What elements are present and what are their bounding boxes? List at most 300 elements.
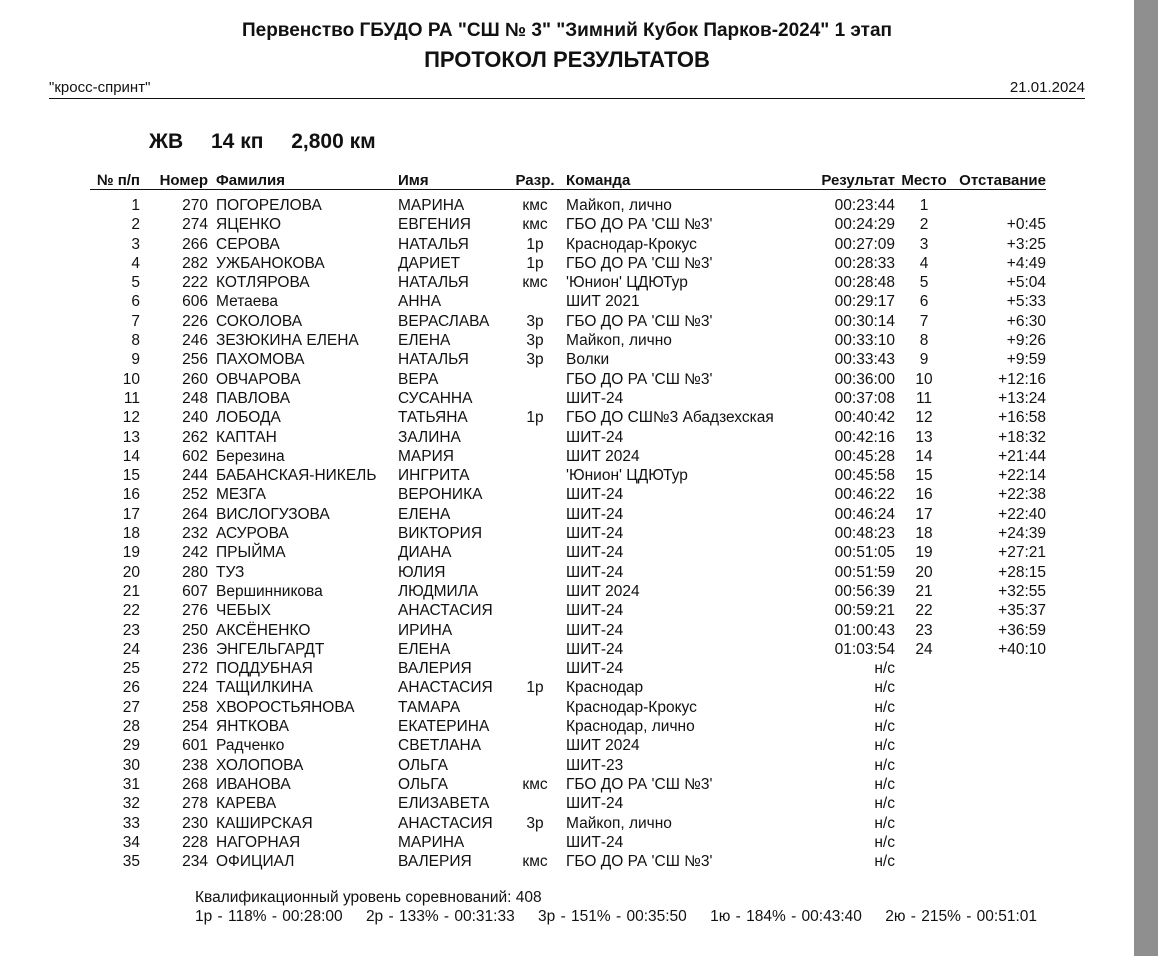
cell-result: 00:51:05 <box>834 544 895 562</box>
cell-surname: АСУРОВА <box>216 525 289 543</box>
cell-place: 6 <box>919 293 929 311</box>
cell-team: 'Юнион' ЦДЮТур <box>566 467 688 485</box>
page-edge-band <box>1134 0 1158 956</box>
cell-position: 33 <box>122 814 140 832</box>
cell-position: 35 <box>122 853 140 871</box>
cell-bib: 264 <box>182 505 208 523</box>
cell-surname: ПРЫЙМА <box>216 544 286 562</box>
table-row <box>90 717 1046 736</box>
cell-gap: +9:59 <box>1006 351 1046 369</box>
cell-bib: 228 <box>182 833 208 851</box>
cell-bib: 240 <box>182 409 208 427</box>
cell-bib: 280 <box>182 563 208 581</box>
cell-gap: +32:55 <box>998 582 1046 600</box>
cell-bib: 268 <box>182 775 208 793</box>
cell-bib: 607 <box>182 582 208 600</box>
cell-position: 2 <box>131 216 140 234</box>
cell-rank: 1р <box>526 235 544 253</box>
cell-bib: 252 <box>182 486 208 504</box>
cell-position: 28 <box>122 718 140 736</box>
cell-bib: 254 <box>182 718 208 736</box>
qualification-level: Квалификационный уровень соревнований: 408 <box>195 889 542 906</box>
cell-bib: 242 <box>182 544 208 562</box>
cell-place <box>895 775 953 794</box>
table-row <box>90 215 1046 234</box>
cell-rank: кмс <box>522 775 548 793</box>
cell-gap <box>953 794 1046 813</box>
cell-place <box>895 659 953 678</box>
cell-rank: 3р <box>526 332 544 350</box>
cell-name: ЮЛИЯ <box>398 563 446 581</box>
cell-team: Краснодар <box>566 679 644 697</box>
cell-rank: кмс <box>522 197 548 214</box>
table-row <box>90 543 1046 562</box>
cell-surname: Радченко <box>216 737 285 755</box>
cell-result: 00:46:22 <box>834 486 895 504</box>
cell-name: ВАЛЕРИЯ <box>398 660 472 678</box>
cell-name: ЕВГЕНИЯ <box>398 216 471 234</box>
cell-place: 3 <box>919 235 929 253</box>
cell-team: Краснодар, лично <box>566 718 695 736</box>
cell-rank <box>510 640 560 659</box>
cell-bib: 262 <box>182 428 208 446</box>
table-row <box>90 466 1046 485</box>
cell-name: ЗАЛИНА <box>398 428 461 446</box>
cell-gap: +24:39 <box>998 525 1046 543</box>
cell-gap: +21:44 <box>998 447 1046 465</box>
table-header-row <box>90 172 1046 190</box>
cell-result: н/с <box>874 737 895 755</box>
cell-result: 00:28:33 <box>834 254 895 272</box>
cell-surname: СОКОЛОВА <box>216 312 303 330</box>
cell-place: 17 <box>915 505 933 523</box>
cell-gap: +5:04 <box>1006 274 1046 292</box>
table-row <box>90 292 1046 311</box>
cell-surname: КАПТАН <box>216 428 277 446</box>
cell-gap: +22:40 <box>998 505 1046 523</box>
table-row <box>90 756 1046 775</box>
cell-result: н/с <box>874 698 895 716</box>
cell-position: 32 <box>122 795 140 813</box>
cell-name: ВЕРАСЛАВА <box>398 312 490 330</box>
cell-result: н/с <box>874 833 895 851</box>
cell-team: ШИТ-24 <box>566 525 624 543</box>
cell-result: 00:45:58 <box>834 467 895 485</box>
cell-team: ШИТ-24 <box>566 544 624 562</box>
cell-place: 11 <box>915 389 933 407</box>
cell-team: ГБО ДО РА 'СШ №3' <box>566 312 713 330</box>
cell-rank <box>510 563 560 582</box>
cell-team: Майкоп, лично <box>566 332 672 350</box>
cell-surname: ЭНГЕЛЬГАРДТ <box>216 640 325 658</box>
table-row <box>90 447 1046 466</box>
cell-team: ШИТ-24 <box>566 563 624 581</box>
cell-place: 22 <box>915 602 933 620</box>
cell-name: ЛЮДМИЛА <box>398 582 479 600</box>
cell-result: 00:46:24 <box>834 505 895 523</box>
cell-bib: 601 <box>182 737 208 755</box>
cell-bib: 606 <box>182 293 208 311</box>
results-table <box>90 172 1046 871</box>
cell-result: 00:56:39 <box>834 582 895 600</box>
cell-surname: КАРЕВА <box>216 795 277 813</box>
cell-result: 00:45:28 <box>834 447 895 465</box>
cell-place: 1 <box>919 197 929 214</box>
cell-bib: 246 <box>182 332 208 350</box>
cell-rank <box>510 466 560 485</box>
cell-bib: 272 <box>182 660 208 678</box>
cell-place: 15 <box>915 467 933 485</box>
table-row <box>90 621 1046 640</box>
cell-team: ШИТ-24 <box>566 795 624 813</box>
cell-team: 'Юнион' ЦДЮТур <box>566 274 688 292</box>
cell-team: Майкоп, лично <box>566 197 672 214</box>
cell-surname: ЯНТКОВА <box>216 718 289 736</box>
cell-result: 01:03:54 <box>834 640 895 658</box>
cell-rank: 3р <box>526 351 544 369</box>
cell-surname: ПАХОМОВА <box>216 351 305 369</box>
cell-surname: ПОГОРЕЛОВА <box>216 197 322 214</box>
cell-surname: ОФИЦИАЛ <box>216 853 295 871</box>
cell-rank: 1р <box>526 679 544 697</box>
table-row <box>90 485 1046 504</box>
cell-bib: 230 <box>182 814 208 832</box>
cell-result: 00:33:43 <box>834 351 895 369</box>
cell-rank <box>510 736 560 755</box>
cell-gap <box>953 659 1046 678</box>
cell-place <box>895 794 953 813</box>
cell-place: 12 <box>915 409 933 427</box>
cell-place: 23 <box>915 621 933 639</box>
cell-team: Майкоп, лично <box>566 814 672 832</box>
cell-rank: кмс <box>522 216 548 234</box>
cell-name: ТАТЬЯНА <box>398 409 468 427</box>
cell-bib: 226 <box>182 312 208 330</box>
cell-rank <box>510 582 560 601</box>
cell-surname: ЗЕЗЮКИНА ЕЛЕНА <box>216 332 359 350</box>
cell-name: СВЕТЛАНА <box>398 737 482 755</box>
cell-place: 9 <box>919 351 929 369</box>
cell-rank: 1р <box>526 254 544 272</box>
cell-position: 13 <box>122 428 140 446</box>
cell-surname: КАШИРСКАЯ <box>216 814 313 832</box>
cell-position: 6 <box>131 293 140 311</box>
cell-name: МАРИНА <box>398 833 465 851</box>
cell-gap: +13:24 <box>998 389 1046 407</box>
cell-place: 19 <box>915 544 933 562</box>
table-row <box>90 698 1046 717</box>
cell-position: 20 <box>122 563 140 581</box>
cell-name: МАРИНА <box>398 197 465 214</box>
cell-bib: 238 <box>182 756 208 774</box>
rank-norm: 1р - 118% - 00:28:00 <box>195 908 343 925</box>
cell-team: ГБО ДО РА 'СШ №3' <box>566 254 713 272</box>
cell-rank <box>510 717 560 736</box>
table-row <box>90 428 1046 447</box>
cell-result: 00:27:09 <box>834 235 895 253</box>
results-body <box>90 190 1046 872</box>
event-date: 21.01.2024 <box>1009 79 1085 96</box>
cell-name: ЕКАТЕРИНА <box>398 718 490 736</box>
cell-place: 18 <box>915 525 933 543</box>
cell-gap: +4:49 <box>1006 254 1046 272</box>
cell-gap: +16:58 <box>998 409 1046 427</box>
rank-norm: 3р - 151% - 00:35:50 <box>538 908 687 925</box>
cell-name: НАТАЛЬЯ <box>398 274 469 292</box>
cell-gap: +40:10 <box>998 640 1046 658</box>
cell-position: 24 <box>122 640 140 658</box>
cell-position: 7 <box>131 312 140 330</box>
cell-gap: +18:32 <box>998 428 1046 446</box>
cell-team: ШИТ 2021 <box>566 293 640 311</box>
cell-gap: +27:21 <box>998 544 1046 562</box>
cell-place: 20 <box>915 563 933 581</box>
cell-result: 01:00:43 <box>834 621 895 639</box>
cell-surname: НАГОРНАЯ <box>216 833 301 851</box>
cell-team: ШИТ-24 <box>566 640 624 658</box>
cell-place <box>895 852 953 871</box>
cell-gap: +12:16 <box>998 370 1046 388</box>
table-row <box>90 235 1046 254</box>
cell-bib: 276 <box>182 602 208 620</box>
cell-team: ГБО ДО РА 'СШ №3' <box>566 216 713 234</box>
cell-team: ШИТ-24 <box>566 833 624 851</box>
col-header-surname: Фамилия <box>208 172 398 190</box>
cell-gap: +35:37 <box>998 602 1046 620</box>
cell-result: н/с <box>874 660 895 678</box>
cell-position: 8 <box>131 332 140 350</box>
cell-bib: 244 <box>182 467 208 485</box>
table-row <box>90 273 1046 292</box>
cell-rank <box>510 756 560 775</box>
cell-team: ГБО ДО РА 'СШ №3' <box>566 775 713 793</box>
cell-team: ШИТ-24 <box>566 428 624 446</box>
cell-name: ИНГРИТА <box>398 467 470 485</box>
cell-gap: +0:45 <box>1006 216 1046 234</box>
rank-norms <box>195 908 1055 926</box>
cell-surname: Метаева <box>216 293 279 311</box>
cell-rank <box>510 292 560 311</box>
cell-position: 15 <box>122 467 140 485</box>
rank-norm: 2ю - 215% - 00:51:01 <box>885 908 1037 925</box>
cell-place: 2 <box>919 216 929 234</box>
cell-team: ШИТ 2024 <box>566 447 640 465</box>
cell-gap: +5:33 <box>1006 293 1046 311</box>
cell-position: 25 <box>122 660 140 678</box>
cell-place <box>895 814 953 833</box>
table-row <box>90 331 1046 350</box>
cell-team: ШИТ 2024 <box>566 737 640 755</box>
cell-team: ШИТ-24 <box>566 660 624 678</box>
cell-team: Краснодар-Крокус <box>566 235 697 253</box>
cell-result: н/с <box>874 814 895 832</box>
rank-norm: 2р - 133% - 00:31:33 <box>365 908 515 925</box>
cell-result: 00:51:59 <box>834 563 895 581</box>
table-row <box>90 640 1046 659</box>
cell-position: 31 <box>122 775 140 793</box>
cell-name: СУСАННА <box>398 389 473 407</box>
cell-name: ДИАНА <box>398 544 452 562</box>
cell-position: 3 <box>131 235 140 253</box>
cell-place: 7 <box>919 312 929 330</box>
cell-gap: +28:15 <box>998 563 1046 581</box>
table-row <box>90 814 1046 833</box>
cell-surname: ОВЧАРОВА <box>216 370 301 388</box>
cell-team: ШИТ-24 <box>566 621 624 639</box>
cell-place <box>895 678 953 697</box>
cell-surname: УЖБАНОКОВА <box>216 254 325 272</box>
table-row <box>90 659 1046 678</box>
cell-bib: 222 <box>182 274 208 292</box>
table-row <box>90 190 1046 216</box>
cell-rank <box>510 601 560 620</box>
cell-bib: 224 <box>182 679 208 697</box>
cell-bib: 232 <box>182 525 208 543</box>
cell-position: 26 <box>122 679 140 697</box>
cell-result: 00:40:42 <box>834 409 895 427</box>
table-row <box>90 254 1046 273</box>
col-header-team: Команда <box>560 172 800 190</box>
cell-gap <box>953 698 1046 717</box>
cell-rank: кмс <box>522 274 548 292</box>
cell-result: 00:33:10 <box>834 332 895 350</box>
cell-name: ТАМАРА <box>398 698 461 716</box>
cell-place <box>895 717 953 736</box>
cell-team: Краснодар-Крокус <box>566 698 697 716</box>
cell-gap: +3:25 <box>1006 235 1046 253</box>
cell-gap <box>953 814 1046 833</box>
table-row <box>90 563 1046 582</box>
cell-name: ЕЛЕНА <box>398 640 451 658</box>
cell-name: ВАЛЕРИЯ <box>398 853 472 871</box>
cell-bib: 236 <box>182 640 208 658</box>
cell-gap <box>953 190 1046 216</box>
cell-position: 19 <box>122 544 140 562</box>
cell-result: 00:36:00 <box>834 370 895 388</box>
cell-bib: 270 <box>182 197 208 214</box>
cell-name: МАРИЯ <box>398 447 454 465</box>
col-header-result: Результат <box>800 172 895 190</box>
cell-bib: 256 <box>182 351 208 369</box>
cell-surname: ПАВЛОВА <box>216 389 291 407</box>
cell-place: 16 <box>915 486 933 504</box>
cell-position: 29 <box>122 737 140 755</box>
rank-norm: 1ю - 184% - 00:43:40 <box>710 908 862 925</box>
cell-surname: Вершинникова <box>216 582 323 600</box>
header-line <box>49 79 1085 99</box>
cell-surname: ХВОРОСТЬЯНОВА <box>216 698 355 716</box>
cell-surname: СЕРОВА <box>216 235 280 253</box>
cell-position: 27 <box>122 698 140 716</box>
cell-result: н/с <box>874 795 895 813</box>
cell-bib: 248 <box>182 389 208 407</box>
group-controls: 14 кп <box>211 130 264 153</box>
cell-position: 1 <box>131 197 140 214</box>
cell-gap: +36:59 <box>998 621 1046 639</box>
cell-team: Волки <box>566 351 610 369</box>
cell-position: 12 <box>122 409 140 427</box>
cell-rank: 1р <box>526 409 544 427</box>
table-row <box>90 678 1046 697</box>
cell-place: 21 <box>915 582 933 600</box>
cell-result: 00:23:44 <box>834 197 895 214</box>
cell-gap <box>953 852 1046 871</box>
cell-surname: КОТЛЯРОВА <box>216 274 310 292</box>
cell-bib: 234 <box>182 853 208 871</box>
col-header-position: № п/п <box>90 172 140 190</box>
cell-name: ЕЛЕНА <box>398 505 451 523</box>
cell-rank <box>510 524 560 543</box>
cell-rank <box>510 447 560 466</box>
col-header-gap: Отставание <box>953 172 1046 190</box>
table-row <box>90 350 1046 369</box>
table-row <box>90 794 1046 813</box>
cell-result: 00:30:14 <box>834 312 895 330</box>
col-header-bib: Номер <box>140 172 208 190</box>
cell-place <box>895 736 953 755</box>
cell-surname: ЧЕБЫХ <box>216 602 271 620</box>
table-row <box>90 736 1046 755</box>
cell-rank <box>510 485 560 504</box>
cell-surname: ИВАНОВА <box>216 775 291 793</box>
cell-team: ШИТ-23 <box>566 756 624 774</box>
cell-surname: ТУЗ <box>216 563 245 581</box>
group-heading <box>149 130 398 154</box>
cell-gap: +22:14 <box>998 467 1046 485</box>
cell-bib: 250 <box>182 621 208 639</box>
cell-surname: ПОДДУБНАЯ <box>216 660 313 678</box>
cell-place: 14 <box>915 447 933 465</box>
cell-position: 23 <box>122 621 140 639</box>
cell-result: 00:24:29 <box>834 216 895 234</box>
cell-rank: 3р <box>526 312 544 330</box>
cell-rank <box>510 621 560 640</box>
cell-rank <box>510 389 560 408</box>
cell-name: ВЕРА <box>398 370 439 388</box>
cell-position: 18 <box>122 525 140 543</box>
table-row <box>90 582 1046 601</box>
cell-name: ДАРИЕТ <box>398 254 461 272</box>
table-row <box>90 852 1046 871</box>
cell-place: 24 <box>915 640 933 658</box>
cell-rank <box>510 543 560 562</box>
cell-bib: 266 <box>182 235 208 253</box>
cell-place: 8 <box>919 332 929 350</box>
cell-name: АНАСТАСИЯ <box>398 679 493 697</box>
cell-name: ВЕРОНИКА <box>398 486 483 504</box>
table-row <box>90 833 1046 852</box>
cell-team: ШИТ-24 <box>566 389 624 407</box>
cell-gap <box>953 717 1046 736</box>
cell-surname: ЯЦЕНКО <box>216 216 282 234</box>
table-row <box>90 601 1046 620</box>
table-row <box>90 524 1046 543</box>
cell-name: АНАСТАСИЯ <box>398 814 493 832</box>
cell-surname: МЕЗГА <box>216 486 266 504</box>
cell-name: ОЛЬГА <box>398 775 448 793</box>
cell-gap <box>953 833 1046 852</box>
cell-team: ШИТ-24 <box>566 505 624 523</box>
cell-bib: 258 <box>182 698 208 716</box>
cell-surname: БАБАНСКАЯ-НИКЕЛЬ <box>216 467 377 485</box>
cell-bib: 278 <box>182 795 208 813</box>
cell-bib: 260 <box>182 370 208 388</box>
cell-surname: АКСЁНЕНКО <box>216 621 311 639</box>
cell-rank <box>510 698 560 717</box>
cell-position: 22 <box>122 602 140 620</box>
cell-name: ВИКТОРИЯ <box>398 525 483 543</box>
cell-position: 14 <box>122 447 140 465</box>
